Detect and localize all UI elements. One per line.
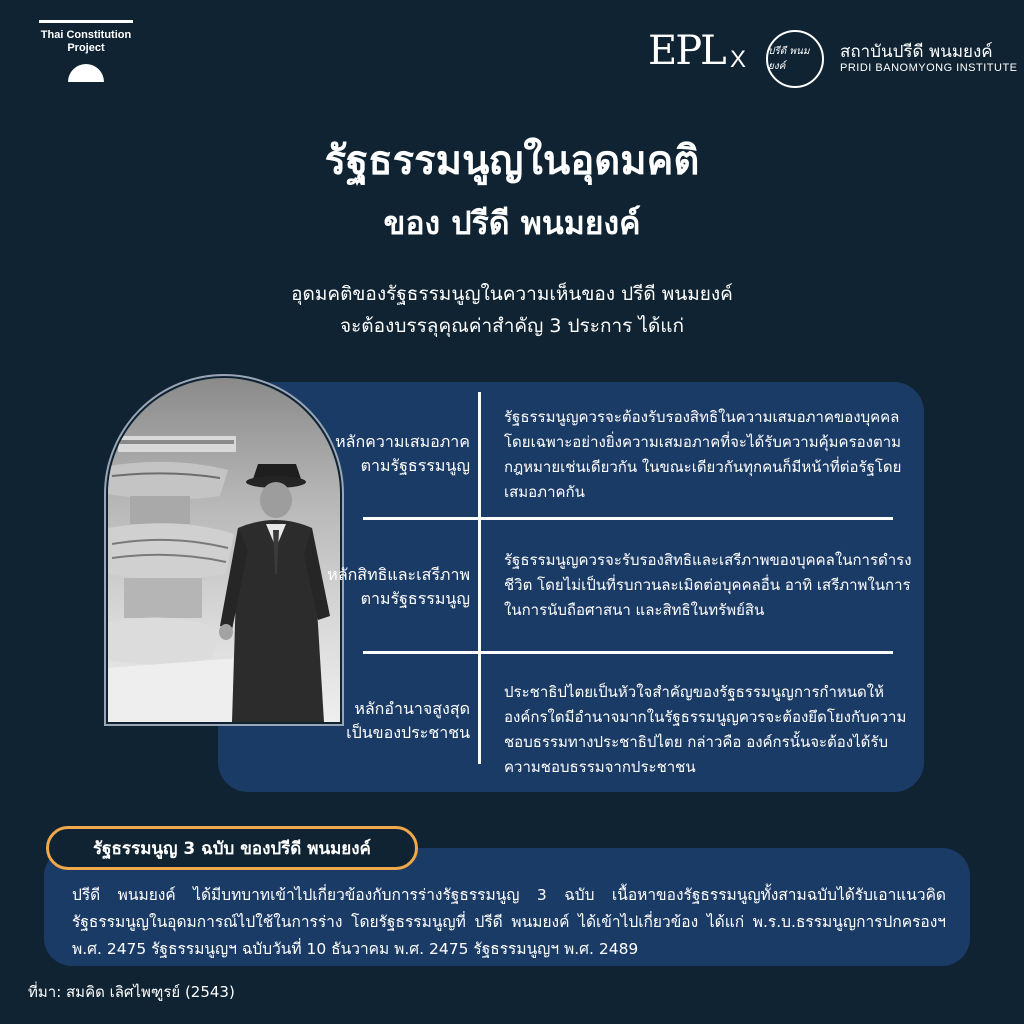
constitutions-body: ปรีดี พนมยงค์ ได้มีบทบาทเข้าไปเกี่ยวข้องกับการร่างรัฐธรรมนูญ 3 ฉบับ เนื้อหาของรัฐธรรมนูญทั้งสามฉบับได้รับเอาแนวคิดรัฐธรรมนูญในอุดมการณ์ไปใช้ในการร่าง โดยรัฐธรรมนูญที่ ปรีดี พนมยงค์ ได้เข้าไปเกี่ยวข้อง ได้แก่ พ.ร.บ.ธรรมนูญการปกครองฯ พ.ศ. 2475 รัฐธรรมนูญฯ ฉบับวันที่ 10 ธันวาคม พ.ศ. 2475 รัฐธรรมนูญฯ พ.ศ. 2489 (72, 886, 946, 958)
label-line-2: ตามรัฐธรรมนูญ (360, 589, 470, 608)
principle-label-rights (327, 563, 470, 611)
principle-label-sovereignty (346, 697, 470, 745)
label-line-2: ตามรัฐธรรมนูญ (360, 456, 470, 475)
table-divider-2 (363, 651, 893, 654)
label-line-1: หลักความเสมอภาค (335, 432, 470, 451)
dome-icon (68, 64, 104, 82)
intro-line-1: อุดมคติของรัฐธรรมนูญในความเห็นของ ปรีดี พนมยงค์ (291, 283, 733, 305)
constitutions-badge: รัฐธรรมนูญ 3 ฉบับ ของปรีดี พนมยงค์ (46, 826, 418, 870)
pbi-name-english: PRIDI BANOMYONG INSTITUTE (840, 62, 1018, 74)
logo-text: Thai Constitution Project (40, 29, 132, 54)
page-title: รัฐธรรมนูญในอุดมคติ (324, 138, 700, 184)
epl-logo: EPL (648, 28, 725, 74)
label-line-1: หลักสิทธิและเสรีภาพ (327, 565, 470, 584)
pridi-portrait-photo (108, 378, 340, 722)
principle-description-sovereignty: ประชาธิปไตยเป็นหัวใจสำคัญของรัฐธรรมนูญการกำหนดให้องค์กรใดมีอำนาจมากในรัฐธรรมนูญควรจะต้องยึดโยงกับความชอบธรรมทางประชาธิปไตย กล่าวคือ องค์กรนั้นจะต้องได้รับความชอบธรรมจากประชาชน (504, 683, 907, 776)
label-line-1: หลักอำนาจสูงสุด (354, 699, 470, 718)
principle-label-equality (335, 430, 470, 478)
intro-line-2: จะต้องบรรลุคุณค่าสำคัญ 3 ประการ ได้แก่ (339, 315, 685, 337)
logo-line (39, 20, 133, 23)
page-subtitle: ของ ปรีดี พนมยงค์ (383, 204, 641, 242)
label-line-2: เป็นของประชาชน (346, 723, 470, 742)
thai-constitution-project-logo (36, 20, 136, 82)
pbi-name-thai: สถาบันปรีดี พนมยงค์ (840, 42, 993, 62)
partner-logos (642, 28, 1018, 86)
pbi-signature: ปรีดี พนมยงค์ (768, 46, 810, 72)
collab-x: X (730, 46, 747, 73)
intro-text (0, 278, 1024, 342)
pbi-signature-logo (766, 30, 824, 88)
table-vertical-divider (478, 392, 481, 764)
source-citation: ที่มา: สมคิด เลิศไพฑูรย์ (2543) (28, 983, 235, 1001)
principle-description-equality: รัฐธรรมนูญควรจะต้องรับรองสิทธิในความเสมอภาคของบุคคล โดยเฉพาะอย่างยิ่งความเสมอภาคที่จะได้รับความคุ้มครองตามกฎหมายเช่นเดียวกัน ในขณะเดียวกันทุกคนก็มีหน้าที่ต่อรัฐโดยเสมอภาคกัน (504, 408, 902, 501)
table-divider-1 (363, 517, 893, 520)
portrait-illustration (108, 378, 340, 722)
principle-description-rights: รัฐธรรมนูญควรจะรับรองสิทธิและเสรีภาพของบุคคลในการดำรงชีวิต โดยไม่เป็นที่รบกวนละเมิดต่อบุคคลอื่น อาทิ เสรีภาพในการในการนับถือศาสนา และสิทธิในทรัพย์สิน (504, 551, 912, 619)
